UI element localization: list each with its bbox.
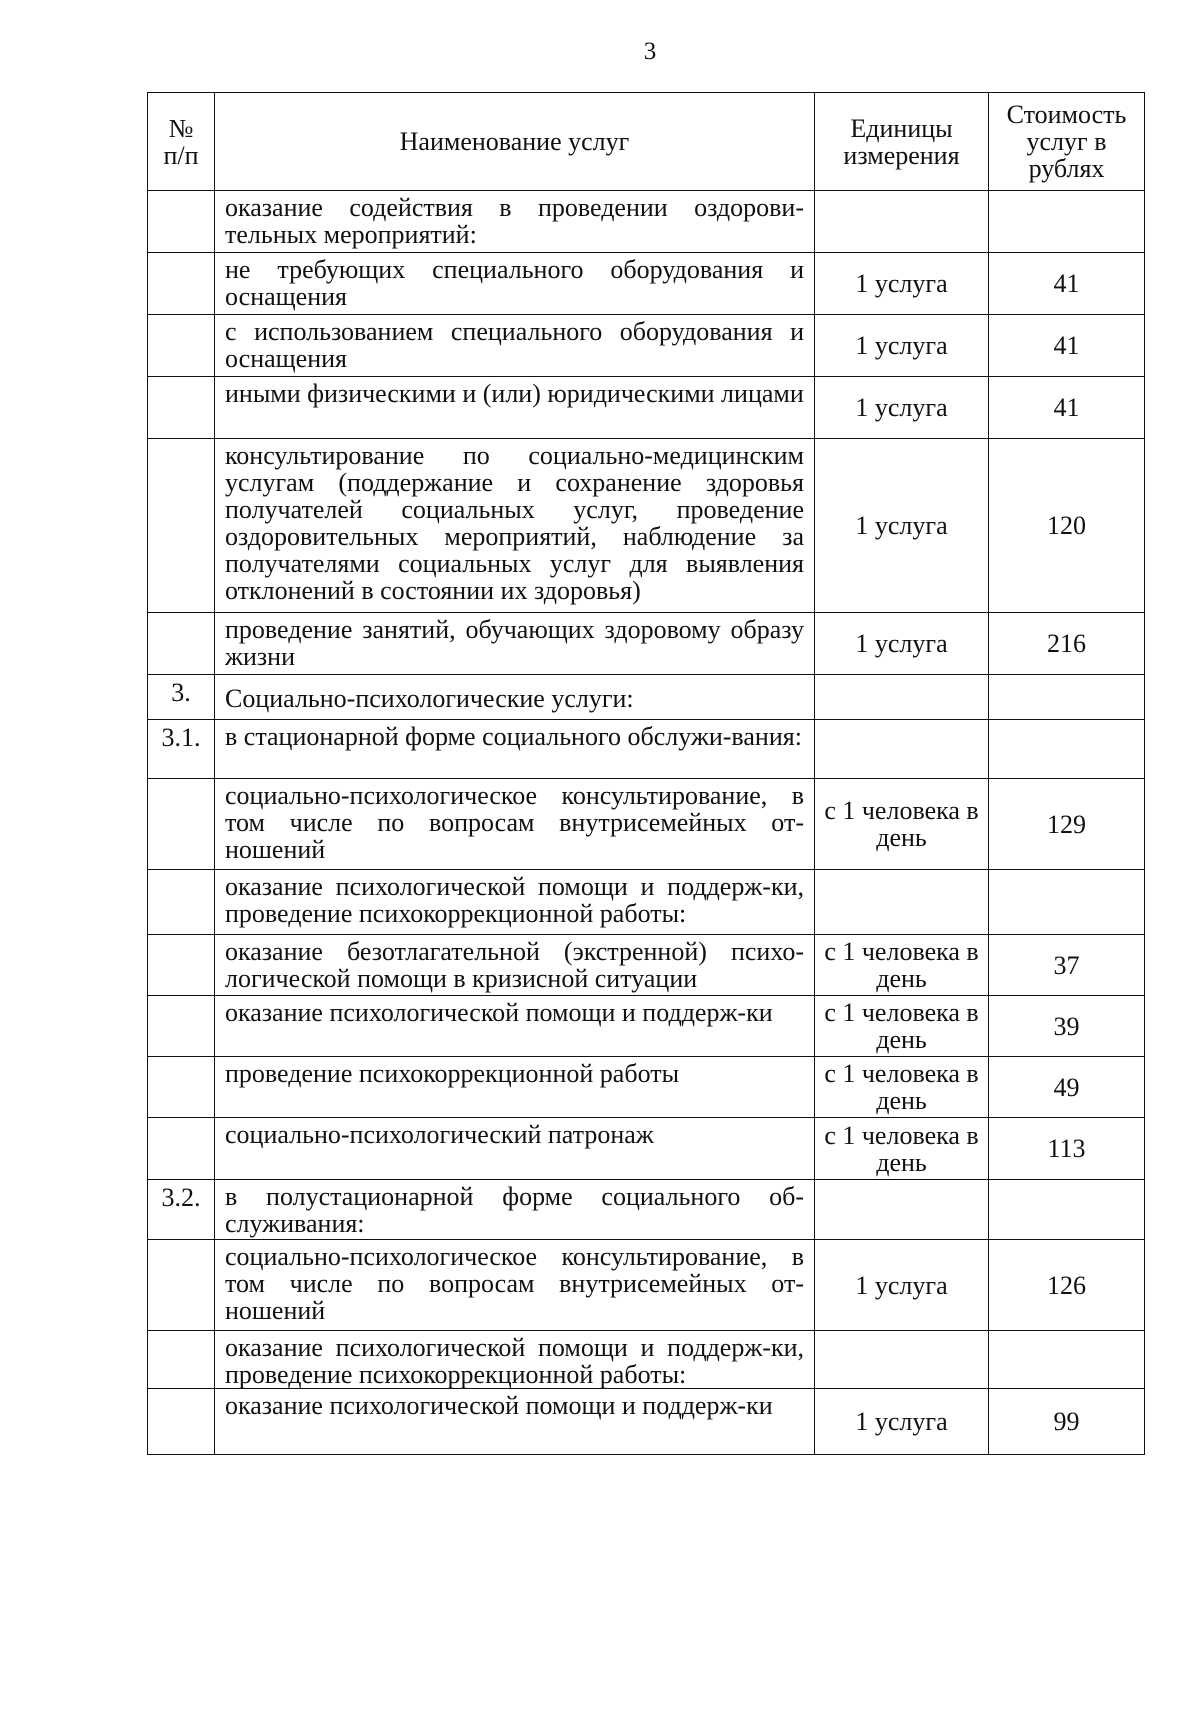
service-name: оказание психологической помощи и поддерж-ки, проведение психокоррекционной работы: <box>215 870 815 935</box>
row-number <box>148 1240 215 1331</box>
row-number <box>148 377 215 439</box>
service-name: социально-психологическое консультирование, в том числе по вопросам внутрисемейных от-ношений <box>215 779 815 870</box>
unit-of-measure: с 1 человека в день <box>815 1057 989 1118</box>
service-price: 126 <box>989 1240 1145 1331</box>
page-number: 3 <box>643 38 657 65</box>
service-price: 39 <box>989 996 1145 1057</box>
unit-of-measure <box>815 675 989 720</box>
service-price: 41 <box>989 377 1145 439</box>
row-number <box>148 191 215 253</box>
unit-of-measure: 1 услуга <box>815 315 989 377</box>
unit-of-measure <box>815 870 989 935</box>
header-name: Наименование услуг <box>215 93 815 191</box>
row-number: 3. <box>148 675 215 720</box>
service-price: 113 <box>989 1118 1145 1180</box>
service-name: проведение занятий, обучающих здоровому образу жизни <box>215 613 815 675</box>
row-number <box>148 779 215 870</box>
table-row <box>148 1118 1145 1180</box>
table-row <box>148 1389 1145 1455</box>
service-name: оказание психологической помощи и поддерж-ки, проведение психокоррекционной работы: <box>215 1331 815 1389</box>
unit-of-measure <box>815 1180 989 1240</box>
table-row <box>148 439 1145 613</box>
row-number <box>148 1331 215 1389</box>
service-name: социально-психологическое консультирование, в том числе по вопросам внутрисемейных от-ношений <box>215 1240 815 1331</box>
table-row <box>148 1240 1145 1331</box>
service-name: оказание содействия в проведении оздорови-тельных мероприятий: <box>215 191 815 253</box>
table-row <box>148 613 1145 675</box>
row-number <box>148 1118 215 1180</box>
row-number <box>148 935 215 996</box>
service-name: консультирование по социально-медицинским услугам (поддержание и сохранение здоровья получателей социальных услуг, проведение оздоровительных мероприятий, наблюдение за получателями социальных услуг для выявления отклонений в состоянии их здоровья) <box>215 439 815 613</box>
table-row <box>148 870 1145 935</box>
unit-of-measure: 1 услуга <box>815 1240 989 1331</box>
service-price: 41 <box>989 253 1145 315</box>
service-name: проведение психокоррекционной работы <box>215 1057 815 1118</box>
service-price <box>989 191 1145 253</box>
service-name: оказание безотлагательной (экстренной) психо-логической помощи в кризисной ситуации <box>215 935 815 996</box>
table-row <box>148 315 1145 377</box>
unit-of-measure: 1 услуга <box>815 1389 989 1455</box>
row-number <box>148 1389 215 1455</box>
service-price <box>989 675 1145 720</box>
table-row <box>148 191 1145 253</box>
service-price: 37 <box>989 935 1145 996</box>
service-price <box>989 720 1145 779</box>
row-number <box>148 870 215 935</box>
service-price: 129 <box>989 779 1145 870</box>
services-table <box>147 92 1145 1455</box>
row-number <box>148 439 215 613</box>
service-name: не требующих специального оборудования и оснащения <box>215 253 815 315</box>
row-number <box>148 253 215 315</box>
unit-of-measure <box>815 191 989 253</box>
unit-of-measure: 1 услуга <box>815 253 989 315</box>
unit-of-measure <box>815 720 989 779</box>
unit-of-measure: с 1 человека в день <box>815 779 989 870</box>
header-unit: Единицы измерения <box>815 93 989 191</box>
unit-of-measure: 1 услуга <box>815 377 989 439</box>
row-number: 3.2. <box>148 1180 215 1240</box>
service-name: социально-психологический патронаж <box>215 1118 815 1180</box>
service-price <box>989 870 1145 935</box>
table-row <box>148 1331 1145 1389</box>
service-name: оказание психологической помощи и поддерж-ки <box>215 996 815 1057</box>
table-row <box>148 996 1145 1057</box>
header-number: № п/п <box>148 93 215 191</box>
table-row <box>148 253 1145 315</box>
row-number <box>148 315 215 377</box>
table-row <box>148 720 1145 779</box>
table-header-row <box>148 93 1145 191</box>
header-price: Стоимость услуг в рублях <box>989 93 1145 191</box>
unit-of-measure: 1 услуга <box>815 439 989 613</box>
service-price: 49 <box>989 1057 1145 1118</box>
service-price <box>989 1180 1145 1240</box>
row-number <box>148 996 215 1057</box>
service-price: 41 <box>989 315 1145 377</box>
service-name: в полустационарной форме социального об-служивания: <box>215 1180 815 1240</box>
table-row <box>148 675 1145 720</box>
service-name: иными физическими и (или) юридическими лицами <box>215 377 815 439</box>
service-name: в стационарной форме социального обслужи-вания: <box>215 720 815 779</box>
table-row <box>148 377 1145 439</box>
service-name: оказание психологической помощи и поддерж-ки <box>215 1389 815 1455</box>
table-body <box>148 191 1145 1455</box>
table-row <box>148 935 1145 996</box>
row-number <box>148 1057 215 1118</box>
unit-of-measure: 1 услуга <box>815 613 989 675</box>
table-row <box>148 779 1145 870</box>
service-price <box>989 1331 1145 1389</box>
unit-of-measure <box>815 1331 989 1389</box>
table-row <box>148 1180 1145 1240</box>
table-row <box>148 1057 1145 1118</box>
unit-of-measure: с 1 человека в день <box>815 1118 989 1180</box>
service-price: 99 <box>989 1389 1145 1455</box>
service-name: Социально-психологические услуги: <box>215 675 815 720</box>
row-number: 3.1. <box>148 720 215 779</box>
unit-of-measure: с 1 человека в день <box>815 996 989 1057</box>
service-price: 216 <box>989 613 1145 675</box>
row-number <box>148 613 215 675</box>
service-name: с использованием специального оборудования и оснащения <box>215 315 815 377</box>
service-price: 120 <box>989 439 1145 613</box>
unit-of-measure: с 1 человека в день <box>815 935 989 996</box>
